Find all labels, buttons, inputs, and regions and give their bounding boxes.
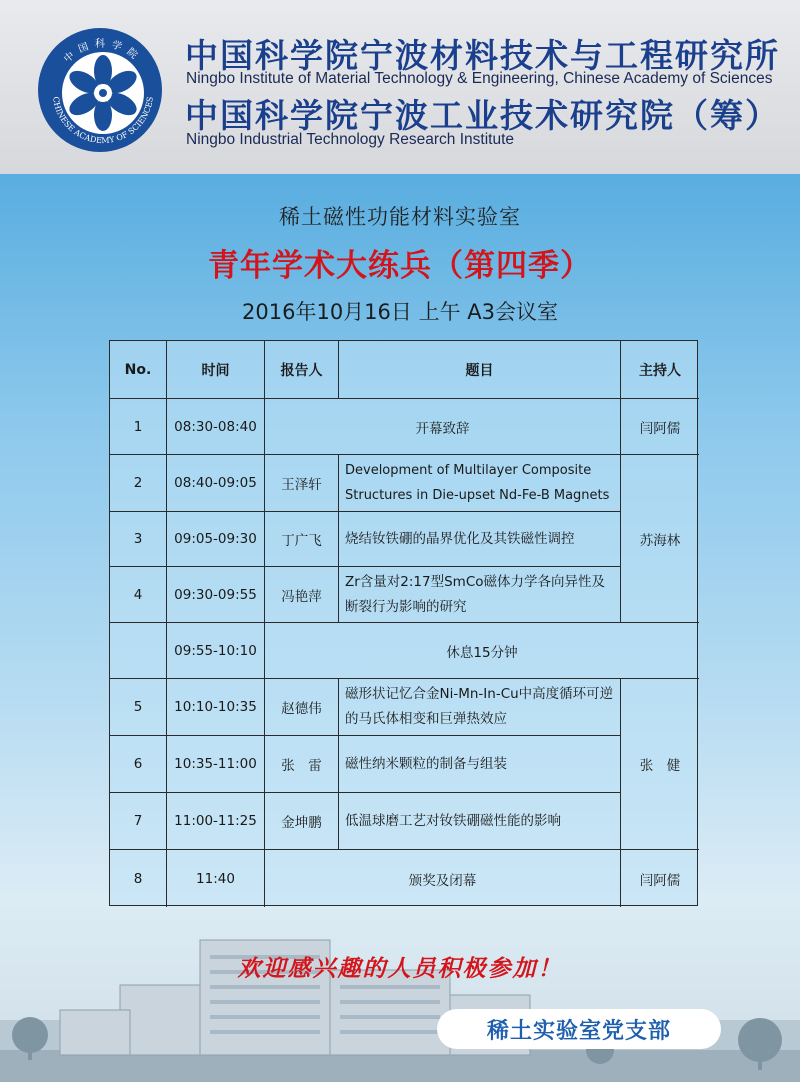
cas-logo bbox=[38, 28, 162, 152]
host-session-1: 苏海林 bbox=[621, 455, 699, 623]
event-title: 青年学术大练兵（第四季） bbox=[208, 248, 592, 284]
row-time: 10:35-11:00 bbox=[167, 736, 265, 793]
host-opening: 闫阿儒 bbox=[621, 399, 699, 455]
row-number: 2 bbox=[110, 455, 167, 512]
column-header-topic: 题目 bbox=[339, 341, 621, 399]
row-speaker: 金坤鹏 bbox=[265, 793, 339, 850]
row-speaker: 赵德伟 bbox=[265, 679, 339, 736]
logo-ring-top-text: 中国科学院 bbox=[62, 39, 144, 66]
row-speaker: 冯艳萍 bbox=[265, 567, 339, 623]
row-time: 09:55-10:10 bbox=[167, 623, 265, 679]
cas-logo-graphic bbox=[41, 31, 165, 155]
row-time: 08:30-08:40 bbox=[167, 399, 265, 455]
organizer-label: 稀土实验室党支部 bbox=[437, 1009, 721, 1049]
row-topic: Zr含量对2:17型SmCo磁体力学各向异性及断裂行为影响的研究 bbox=[339, 567, 621, 623]
row-number: 7 bbox=[110, 793, 167, 850]
row-number: 4 bbox=[110, 567, 167, 623]
campus-skyline-illustration bbox=[0, 900, 800, 1082]
column-header-time: 时间 bbox=[167, 341, 265, 399]
row-time: 09:05-09:30 bbox=[167, 512, 265, 567]
row-number: 1 bbox=[110, 399, 167, 455]
row-topic: 颁奖及闭幕 bbox=[265, 850, 621, 907]
row-topic: 低温球磨工艺对钕铁硼磁性能的影响 bbox=[339, 793, 621, 850]
schedule-table bbox=[109, 340, 698, 906]
event-date-location: 2016年10月16日 上午 A3会议室 bbox=[242, 300, 558, 324]
row-speaker: 丁广飞 bbox=[265, 512, 339, 567]
row-speaker: 张 雷 bbox=[265, 736, 339, 793]
column-header-no: No. bbox=[110, 341, 167, 399]
lab-name: 稀土磁性功能材料实验室 bbox=[279, 205, 521, 229]
row-number: 3 bbox=[110, 512, 167, 567]
row-time: 09:30-09:55 bbox=[167, 567, 265, 623]
row-topic: 磁形状记忆合金Ni-Mn-In-Cu中高度循环可逆的马氏体相变和巨弹热效应 bbox=[339, 679, 621, 736]
row-speaker: 王泽轩 bbox=[265, 455, 339, 512]
row-topic: 开幕致辞 bbox=[265, 399, 621, 455]
column-header-host: 主持人 bbox=[621, 341, 699, 399]
welcome-message: 欢迎感兴趣的人员积极参加！ bbox=[237, 955, 563, 982]
row-time: 11:40 bbox=[167, 850, 265, 907]
row-time: 08:40-09:05 bbox=[167, 455, 265, 512]
host-session-2: 张 健 bbox=[621, 679, 699, 850]
row-topic: Development of Multilayer Composite Structures in Die-upset Nd-Fe-B Magnets bbox=[339, 455, 621, 512]
row-number bbox=[110, 623, 167, 679]
institute1-english-name: Ningbo Institute of Material Technology & Engineering, Chinese Academy of Sciences bbox=[186, 70, 773, 87]
row-time: 10:10-10:35 bbox=[167, 679, 265, 736]
institute2-english-name: Ningbo Industrial Technology Research Institute bbox=[186, 131, 514, 148]
row-topic: 烧结钕铁硼的晶界优化及其铁磁性调控 bbox=[339, 512, 621, 567]
row-number: 8 bbox=[110, 850, 167, 907]
institute2-chinese-name: 中国科学院宁波工业技术研究院（筹） bbox=[185, 96, 780, 135]
row-topic: 磁性纳米颗粒的制备与组装 bbox=[339, 736, 621, 793]
host-closing: 闫阿儒 bbox=[639, 872, 681, 889]
row-number: 6 bbox=[110, 736, 167, 793]
row-time: 11:00-11:25 bbox=[167, 793, 265, 850]
row-number: 5 bbox=[110, 679, 167, 736]
header-band bbox=[0, 0, 800, 174]
break-label: 休息15分钟 bbox=[265, 623, 699, 679]
column-header-speaker: 报告人 bbox=[265, 341, 339, 399]
institute1-chinese-name: 中国科学院宁波材料技术与工程研究所 bbox=[185, 36, 780, 75]
logo-ring-bottom-text: CHINESE ACADEMY OF SCIENCES bbox=[51, 96, 155, 146]
